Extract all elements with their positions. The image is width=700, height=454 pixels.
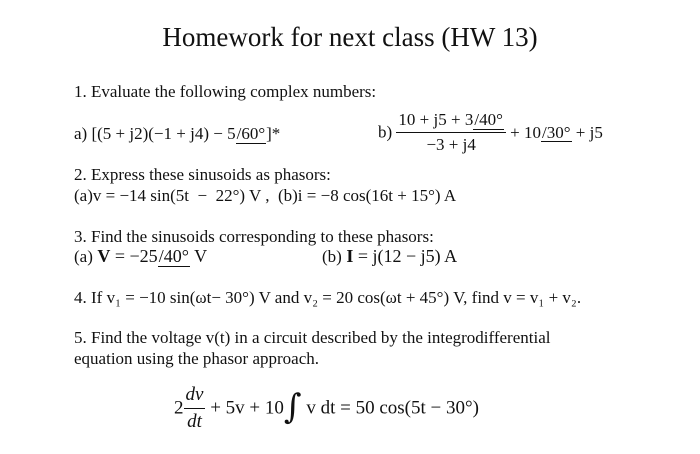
q1b-label: b) <box>378 122 393 142</box>
q1b-expression <box>378 110 603 155</box>
q3b-expression <box>322 246 457 267</box>
q1a-label: a) <box>74 124 88 143</box>
q1b-numerator: 10 + j5 + 3/ 40° <box>396 110 505 133</box>
q1-prompt: 1. Evaluate the following complex numbers: <box>74 82 377 101</box>
q5-prompt-line1: 5. Find the voltage v(t) in a circuit described by the integrodifferential <box>74 328 551 347</box>
q5-eq-derivative: $\frac{dv}{dt}$ <box>185 384 204 432</box>
q3a-unit: V <box>189 246 208 266</box>
q5-prompt-line2: equation using the phasor approach. <box>74 349 320 368</box>
q3a-expr: = −25 <box>110 246 158 266</box>
q3b-var: I <box>346 246 354 266</box>
q1b-num-angle: / 40° <box>473 111 504 130</box>
q3a-angle: / 40° <box>158 247 190 267</box>
q3b-label: (b) <box>322 247 342 266</box>
q1b-tail-angle: / 30° <box>541 124 572 143</box>
q3b-expr: = j(12 − j5) A <box>353 246 458 266</box>
q1a-angle: / 60° <box>236 125 267 144</box>
q3-prompt: 3. Find the sinusoids corresponding to these phasors: <box>74 227 434 246</box>
q1a-expr-before: [(5 + j2)(−1 + j4) − 5 <box>91 124 236 143</box>
q3a-expression <box>74 246 207 267</box>
q5-eq-tail: v dt = 50 cos(5t − 30°) <box>301 397 479 419</box>
q3a-var: V <box>97 246 111 266</box>
q4-line: 4. If v₁ = −10 sin(ωt− 30°) V and v₂ = 20 cos(ωt + 45°) V, find v = v₁ + v₂. <box>74 288 582 307</box>
q1a-expr-after: ]* <box>266 124 281 143</box>
q1b-fraction <box>396 110 505 155</box>
q1a-expression <box>74 124 280 144</box>
q5-eq-integral: ∫ <box>283 386 302 427</box>
q3a-label: (a) <box>74 247 93 266</box>
page-title: Homework for next class (HW 13) <box>162 22 538 52</box>
q1b-tail: + 10/ 30° + j5 <box>510 123 603 142</box>
q2-prompt: 2. Express these sinusoids as phasors: <box>74 165 331 184</box>
q5-eq-coef: 2 <box>174 397 184 419</box>
q2-line: (a)v = −14 sin(5t − 22°) V , (b)i = −8 cos(16t + 15°) A <box>74 186 457 205</box>
q1b-denominator: −3 + j4 <box>426 135 476 154</box>
q5-eq-mid: + 5v + 10 <box>205 397 284 419</box>
q5-equation <box>174 384 479 433</box>
